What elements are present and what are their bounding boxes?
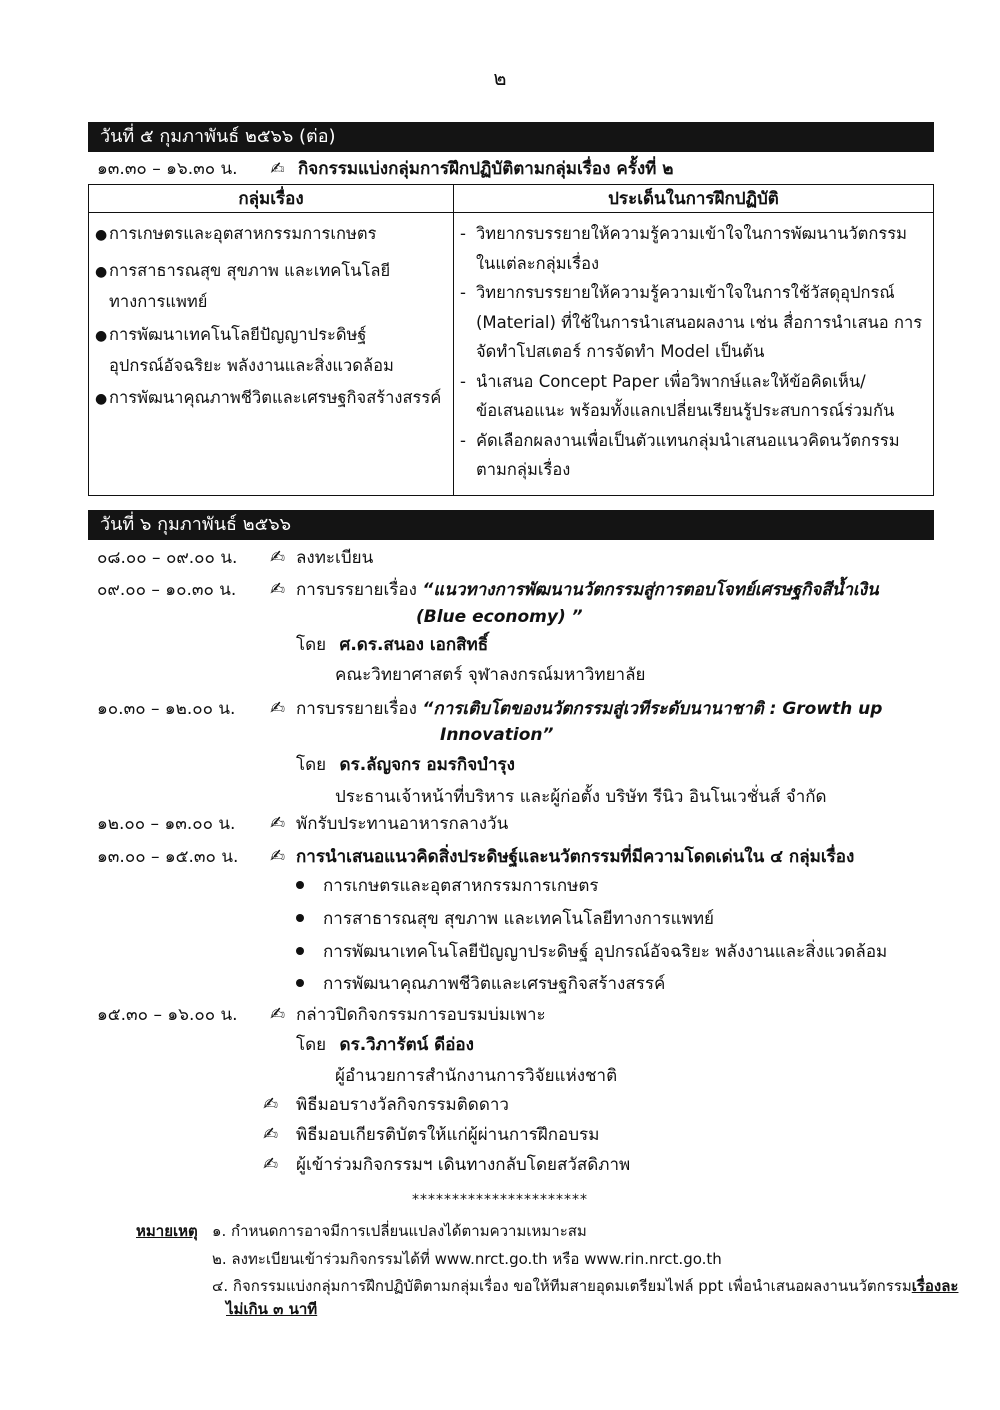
writing-hand-icon: ✍	[270, 846, 286, 867]
bullet-icon	[296, 979, 304, 987]
list-item-cont: ตามกลุ่มเรื่อง	[476, 460, 571, 479]
s2-title-line2: (Blue economy) ”	[416, 607, 583, 627]
points-cell	[454, 213, 934, 496]
bullet-icon	[296, 947, 304, 955]
s6-title: กล่าวปิดกิจกรรมการอบรมบ่มเพาะ	[296, 1005, 546, 1025]
groups-cell	[89, 213, 454, 496]
writing-hand-icon: ✍	[270, 813, 286, 834]
list-item: ● การพัฒนาคุณภาพชีวิตและเศรษฐกิจสร้างสรรค์	[95, 383, 447, 415]
writing-hand-icon: ✍	[270, 579, 286, 600]
list-item-cont: จัดทำโปสเตอร์ การจัดทำ Model เป็นต้น	[476, 342, 765, 361]
s6-affiliation: ผู้อำนวยการสำนักงานการวิจัยแห่งชาติ	[335, 1066, 618, 1086]
s2-speaker: โดย ศ.ดร.สนอง เอกสิทธิ์	[296, 635, 489, 655]
s3-title-line1: การบรรยายเรื่อง “การเติบโตของนวัตกรรมสู่เวทีระดับนานาชาติ : Growth up	[296, 699, 883, 719]
note-3-cont: ไม่เกิน ๓ นาที	[226, 1300, 318, 1318]
list-item-cont: ทางการแพทย์	[109, 292, 208, 311]
list-item-cont: ข้อเสนอแนะ พร้อมทั้งแลกเปลี่ยนเรียนรู้ประสบการณ์ร่วมกัน	[476, 401, 895, 420]
s6-time: ๑๕.๓๐ – ๑๖.๐๐ น.	[97, 1005, 238, 1025]
list-item: - นำเสนอ Concept Paper เพื่อวิพากษ์และให้ข้อคิดเห็น/	[460, 371, 866, 391]
notes-label: หมายเหตุ	[136, 1222, 198, 1240]
s6-extra-item: พิธีมอบรางวัลกิจกรรมติดดาว	[296, 1095, 509, 1115]
s5-time: ๑๓.๐๐ – ๑๕.๓๐ น.	[97, 847, 239, 867]
col-header-points: ประเด็นในการฝึกปฏิบัติ	[454, 185, 934, 213]
s3-speaker: โดย ดร.ลัญจกร อมรกิจบำรุง	[296, 755, 515, 775]
list-item-cont: (Material) ที่ใช้ในการนำเสนอผลงาน เช่น สื่อการนำเสนอ การ	[476, 312, 923, 332]
page-number: ๒	[493, 66, 507, 90]
list-item: ● การสาธารณสุข สุขภาพ และเทคโนโลยี	[95, 256, 447, 288]
day2-header: วันที่ ๖ กุมภาพันธ์ ๒๕๖๖	[100, 514, 292, 535]
writing-hand-icon: ✍	[270, 1004, 286, 1025]
s4-title: พักรับประทานอาหารกลางวัน	[296, 814, 509, 834]
s3-title-line2: Innovation”	[440, 725, 554, 745]
note-3: ๔. กิจกรรมแบ่งกลุ่มการฝึกปฏิบัติตามกลุ่มเรื่อง ขอให้ทีมสายอุดมเตรียมไฟล์ ppt เพื่อนำเสนอผลงานนวัตกรรมเรื่องละ	[212, 1277, 959, 1295]
writing-hand-icon: ✍	[270, 698, 286, 719]
list-item: - คัดเลือกผลงานเพื่อเป็นตัวแทนกลุ่มนำเสนอแนวคิดนวัตกรรม	[460, 430, 900, 450]
list-item-cont: อุปกรณ์อัจฉริยะ พลังงานและสิ่งแวดล้อม	[109, 356, 394, 375]
separator: **********************	[412, 1192, 588, 1208]
s3-time: ๑๐.๓๐ – ๑๒.๐๐ น.	[97, 699, 236, 719]
day1-header-bar	[88, 122, 934, 152]
list-item: การพัฒนาเทคโนโลยีปัญญาประดิษฐ์ อุปกรณ์อัจฉริยะ พลังงานและสิ่งแวดล้อม	[323, 942, 888, 962]
writing-hand-icon: ✍	[270, 159, 285, 179]
list-item: การพัฒนาคุณภาพชีวิตและเศรษฐกิจสร้างสรรค์	[323, 974, 666, 994]
list-item: ● การเกษตรและอุตสาหกรรมการเกษตร	[95, 219, 447, 251]
col-header-groups: กลุ่มเรื่อง	[89, 185, 454, 213]
day1-session-title: กิจกรรมแบ่งกลุ่มการฝึกปฏิบัติตามกลุ่มเรื่อง ครั้งที่ ๒	[298, 159, 674, 179]
list-item-cont: ในแต่ละกลุ่มเรื่อง	[476, 253, 600, 273]
list-item: - วิทยากรบรรยายให้ความรู้ความเข้าใจในการพัฒนานวัตกรรม	[460, 224, 907, 243]
day2-header-bar	[88, 510, 934, 540]
s1-title: ลงทะเบียน	[296, 548, 374, 568]
bullet-icon: ●	[95, 390, 108, 407]
s6-extra-item: พิธีมอบเกียรติบัตรให้แก่ผู้ผ่านการฝึกอบรม	[296, 1125, 600, 1145]
s2-affiliation: คณะวิทยาศาสตร์ จุฬาลงกรณ์มหาวิทยาลัย	[335, 665, 646, 685]
s3-affiliation: ประธานเจ้าหน้าที่บริหาร และผู้ก่อตั้ง บริษัท รีนิว อินโนเวชั่นส์ จำกัด	[335, 787, 827, 807]
s6-speaker: โดย ดร.วิภารัตน์ ดีอ่อง	[296, 1035, 474, 1055]
writing-hand-icon: ✍	[263, 1124, 279, 1145]
s2-title-line1: การบรรยายเรื่อง “แนวทางการพัฒนานวัตกรรมสู่การตอบโจทย์เศรษฐกิจสีน้ำเงิน	[296, 580, 879, 600]
bullet-icon	[296, 914, 304, 922]
bullet-icon: ●	[95, 227, 108, 243]
s4-time: ๑๒.๐๐ – ๑๓.๐๐ น.	[97, 814, 236, 834]
table-header-row	[89, 185, 934, 213]
list-item: - วิทยากรบรรยายให้ความรู้ความเข้าใจในการใช้วัสดุอุปกรณ์	[460, 283, 895, 302]
day1-header: วันที่ ๕ กุมภาพันธ์ ๒๕๖๖ (ต่อ)	[100, 126, 336, 147]
list-item: การสาธารณสุข สุขภาพ และเทคโนโลยีทางการแพทย์	[323, 909, 714, 929]
note-2: ๒. ลงทะเบียนเข้าร่วมกิจกรรมได้ที่ www.nrct.go.th หรือ www.rin.nrct.go.th	[212, 1250, 722, 1268]
s5-title: การนำเสนอแนวคิดสิ่งประดิษฐ์และนวัตกรรมที่มีความโดดเด่นใน ๔ กลุ่มเรื่อง	[296, 847, 855, 867]
writing-hand-icon: ✍	[263, 1154, 279, 1175]
bullet-icon	[296, 881, 304, 889]
table-row	[89, 213, 934, 496]
writing-hand-icon: ✍	[270, 547, 286, 568]
day1-session	[97, 157, 673, 181]
day1-session-time: ๑๓.๓๐ – ๑๖.๓๐ น.	[97, 159, 238, 179]
list-item: ● การพัฒนาเทคโนโลยีปัญญาประดิษฐ์	[95, 320, 447, 352]
bullet-icon: ●	[95, 263, 108, 280]
practice-groups-table	[88, 184, 934, 496]
s1-time: ๐๘.๐๐ – ๐๙.๐๐ น.	[97, 548, 238, 568]
writing-hand-icon: ✍	[263, 1094, 279, 1115]
note-1: ๑. กำหนดการอาจมีการเปลี่ยนแปลงได้ตามความเหมาะสม	[212, 1222, 587, 1240]
bullet-icon: ●	[95, 327, 108, 344]
s2-time: ๐๙.๐๐ – ๑๐.๓๐ น.	[97, 580, 237, 600]
list-item: การเกษตรและอุตสาหกรรมการเกษตร	[323, 876, 599, 896]
s6-extra-item: ผู้เข้าร่วมกิจกรรมฯ เดินทางกลับโดยสวัสดิภาพ	[296, 1155, 631, 1175]
